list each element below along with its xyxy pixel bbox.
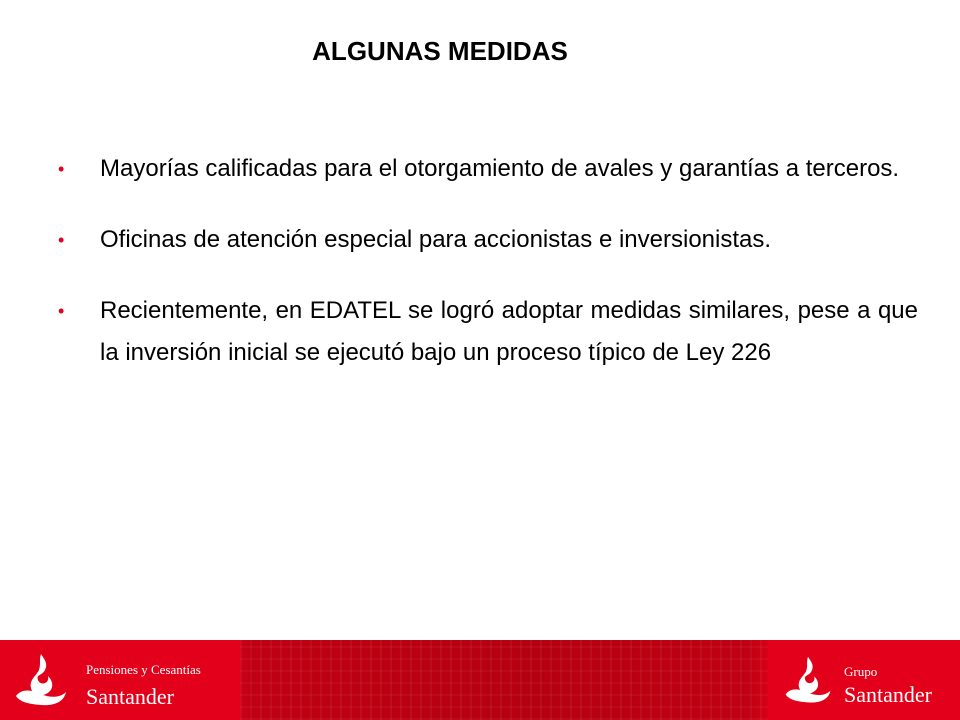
brand-grupo-santander — [768, 640, 960, 720]
brand-right-line1: Grupo — [844, 664, 878, 679]
bullet-dot: • — [58, 159, 65, 179]
santander-flame-icon — [782, 654, 834, 706]
bullet-item — [58, 290, 918, 374]
bullet-dot: • — [58, 230, 65, 250]
bullet-list — [58, 148, 918, 403]
bullet-dot: • — [58, 301, 65, 321]
brand-pensiones-santander — [0, 640, 240, 720]
brand-right-line2: Santander — [844, 682, 932, 707]
bullet-text: Recientemente, en EDATEL se logró adoptar medidas similares, pese a que la inversión inicial se ejecutó bajo un proceso típico de Ley 226 — [100, 297, 918, 366]
brand-left-line1: Pensiones y Cesantías — [86, 662, 201, 677]
footer-texture — [240, 640, 770, 720]
bullet-item — [58, 148, 918, 190]
brand-left-line2: Santander — [86, 684, 174, 709]
footer-bar — [0, 640, 960, 720]
bullet-text: Mayorías calificadas para el otorgamiento de avales y garantías a terceros. — [100, 155, 900, 182]
bullet-item — [58, 219, 918, 261]
slide-title: ALGUNAS MEDIDAS — [312, 36, 568, 66]
santander-flame-icon — [12, 652, 70, 708]
bullet-text: Oficinas de atención especial para accionistas e inversionistas. — [100, 226, 772, 253]
